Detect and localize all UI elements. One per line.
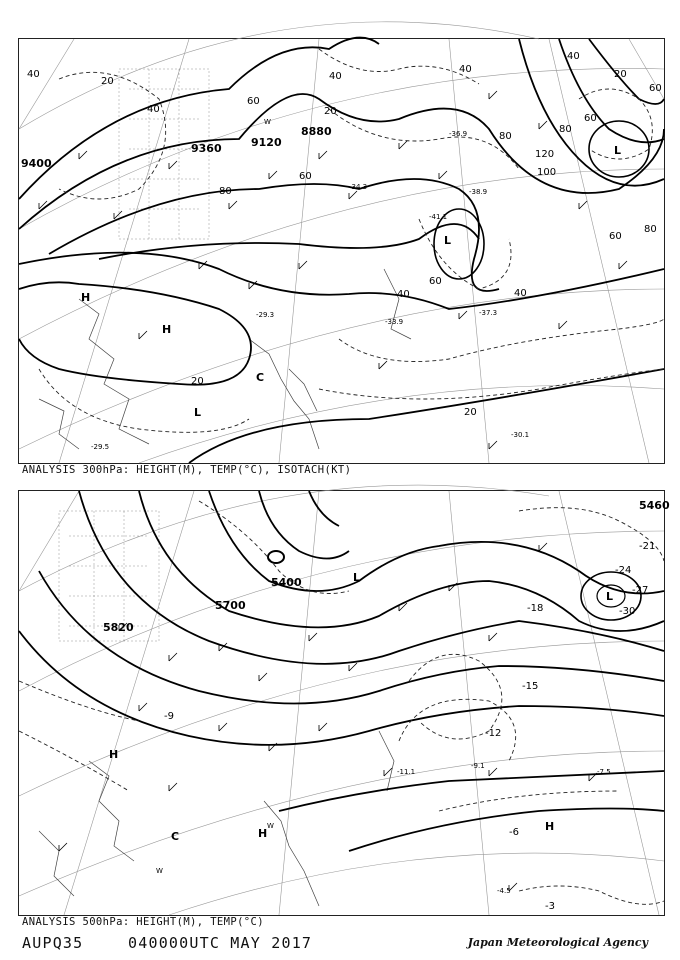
isotach-label: 60: [609, 231, 622, 242]
station-label: -11.1: [397, 768, 416, 776]
high-center-label: H: [109, 748, 119, 761]
isotach-label: 80: [644, 224, 657, 235]
temperature-label: -34.3: [349, 183, 368, 191]
map-500hpa: [18, 490, 670, 916]
isotach-label: 40: [147, 104, 160, 115]
coastline: [39, 269, 411, 449]
cold-center-label: C: [256, 371, 265, 384]
graticule: [19, 22, 664, 463]
map-300hpa: [18, 38, 665, 464]
temperature-label: -29.3: [256, 311, 275, 319]
cold-center-label: C: [171, 830, 180, 843]
height-label: 9360: [191, 142, 222, 155]
isotach-label: 20: [191, 376, 204, 387]
isotach-label: 60: [429, 276, 442, 287]
isotach-label: 120: [535, 149, 555, 160]
low-center-label: L: [444, 234, 452, 247]
isotherms: [19, 501, 664, 904]
warm-center-label: W: [264, 118, 271, 126]
temperature-label: -33.9: [385, 318, 404, 326]
wind-barbs: [59, 543, 597, 891]
low-center-label: L: [606, 590, 614, 603]
station-label: -9.1: [471, 762, 485, 770]
isotach-label: 80: [559, 124, 572, 135]
isotherm-label: -27: [632, 585, 649, 596]
temperature-label: -30.1: [511, 431, 530, 439]
height-label: 5700: [215, 599, 246, 612]
map-300hpa-canvas: [19, 39, 664, 463]
temperature-label: -37.3: [479, 309, 498, 317]
isotach-label: 80: [219, 186, 232, 197]
isotach-label: 80: [499, 131, 512, 142]
height-label: 5460: [639, 499, 670, 512]
isotach-label: 20: [614, 69, 627, 80]
isotach-label: 40: [329, 71, 342, 82]
high-center-label: H: [545, 820, 555, 833]
temperature-label: -29.5: [91, 443, 110, 451]
map-500hpa-canvas: [19, 491, 670, 915]
temperature-label: -38.9: [469, 188, 488, 196]
height-label: 9120: [251, 136, 282, 149]
isotach-label: 20: [101, 76, 114, 87]
isotherm-label: -15: [522, 681, 539, 692]
small-closed-contour: [268, 551, 284, 563]
low-center-label: L: [353, 571, 361, 584]
agency-name: Japan Meteorological Agency: [467, 936, 648, 949]
isotherm-label: -21: [639, 541, 656, 552]
isotach-label: 60: [649, 83, 662, 94]
high-center-label: H: [258, 827, 268, 840]
station-label: -4.5: [497, 887, 511, 895]
temperature-label: -36.9: [449, 130, 468, 138]
product-code: AUPQ35: [22, 934, 84, 952]
height-contours: [19, 491, 664, 851]
isotherm-label: -9: [164, 711, 174, 722]
isotach-label: 60: [247, 96, 260, 107]
valid-time: 040000UTC MAY 2017: [128, 934, 313, 952]
isotach-label: 100: [537, 167, 557, 178]
coastline: [39, 731, 394, 906]
low-center-label: L: [614, 144, 622, 157]
isotherm-label: -12: [485, 728, 502, 739]
low-center-label: L: [194, 406, 202, 419]
isotherm-label: -18: [527, 603, 544, 614]
isotach-label: 40: [567, 51, 580, 62]
isotach-label: 40: [459, 64, 472, 75]
station-label: -7.5: [597, 768, 611, 776]
warm-center-label: W: [156, 867, 163, 875]
isotach-label: 20: [324, 106, 337, 117]
temperature-label: -41.1: [429, 213, 448, 221]
isotach-label: 60: [299, 171, 312, 182]
isotachs: [39, 49, 664, 432]
isotherm-label: -24: [615, 565, 632, 576]
wind-barbs: [39, 91, 627, 449]
height-label: 9400: [21, 157, 52, 170]
high-center-label: H: [81, 291, 91, 304]
isotherm-label: -6: [509, 827, 519, 838]
isotherm-label: -30: [619, 606, 636, 617]
warm-center-label: W: [267, 822, 274, 830]
panel-caption-300hpa: ANALYSIS 300hPa: HEIGHT(M), TEMP(°C), ISOTACH(KT): [22, 464, 352, 476]
isotach-label: 20: [464, 407, 477, 418]
panel-caption-500hpa: ANALYSIS 500hPa: HEIGHT(M), TEMP(°C): [22, 916, 264, 928]
isotach-label: 40: [397, 289, 410, 300]
height-label: 8880: [301, 125, 332, 138]
height-label: 5400: [271, 576, 302, 589]
isotach-label: 60: [584, 113, 597, 124]
isotherm-label: -3: [545, 901, 555, 912]
isotach-label: 40: [514, 288, 527, 299]
height-label: 5820: [103, 621, 134, 634]
high-center-label: H: [162, 323, 172, 336]
isotach-label: 40: [27, 69, 40, 80]
